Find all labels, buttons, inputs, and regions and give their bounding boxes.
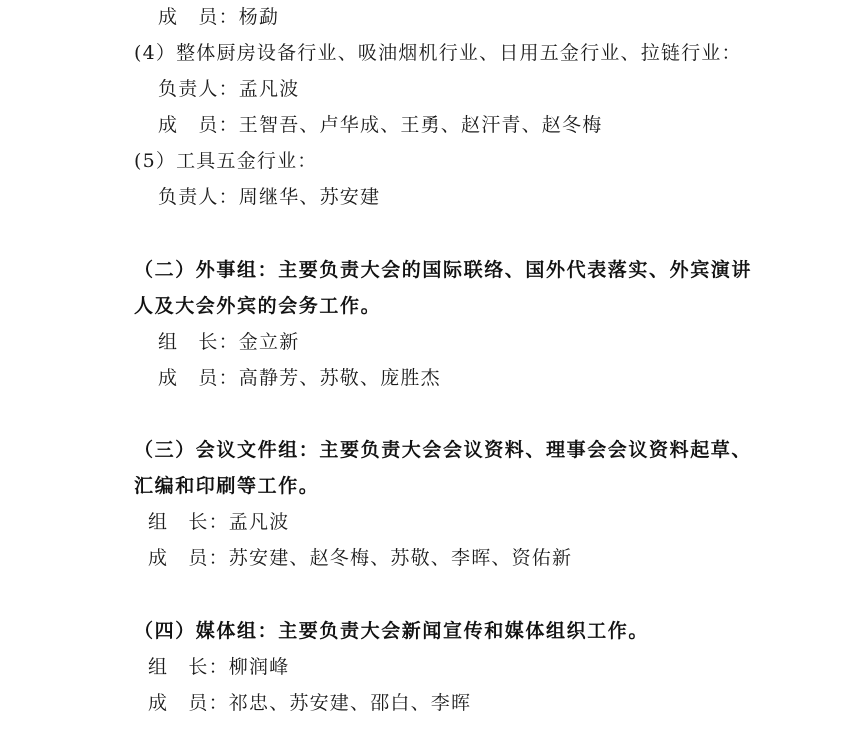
section-two-heading: （二）外事组：主要负责大会的国际联络、国外代表落实、外宾演讲 xyxy=(134,259,753,281)
section-two-members: 成 员：高静芳、苏敬、庞胜杰 xyxy=(158,367,441,389)
section-four-members: 成 员：祁忠、苏安建、邵白、李晖 xyxy=(148,692,472,714)
section-two-heading-cont: 人及大会外宾的会务工作。 xyxy=(134,295,382,317)
section-three-members: 成 员：苏安建、赵冬梅、苏敬、李晖、资佑新 xyxy=(148,547,573,569)
section-two-leader: 组 长：金立新 xyxy=(158,331,300,353)
section-three-heading-cont: 汇编和印刷等工作。 xyxy=(134,475,320,497)
item-3-members: 成 员：杨勐 xyxy=(158,6,280,28)
item-5-title: (5）工具五金行业： xyxy=(134,150,318,172)
section-four-heading: （四）媒体组：主要负责大会新闻宣传和媒体组织工作。 xyxy=(134,620,650,642)
item-4-title: (4）整体厨房设备行业、吸油烟机行业、日用五金行业、拉链行业： xyxy=(134,42,742,64)
item-4-leader: 负责人：孟凡波 xyxy=(158,78,300,100)
item-5-leader: 负责人：周继华、苏安建 xyxy=(158,186,381,208)
section-three-heading: （三）会议文件组：主要负责大会会议资料、理事会会议资料起草、 xyxy=(134,439,753,461)
section-three-leader: 组 长：孟凡波 xyxy=(148,511,290,533)
section-four-leader: 组 长：柳润峰 xyxy=(148,656,290,678)
item-4-members: 成 员：王智吾、卢华成、王勇、赵汗青、赵冬梅 xyxy=(158,114,603,136)
